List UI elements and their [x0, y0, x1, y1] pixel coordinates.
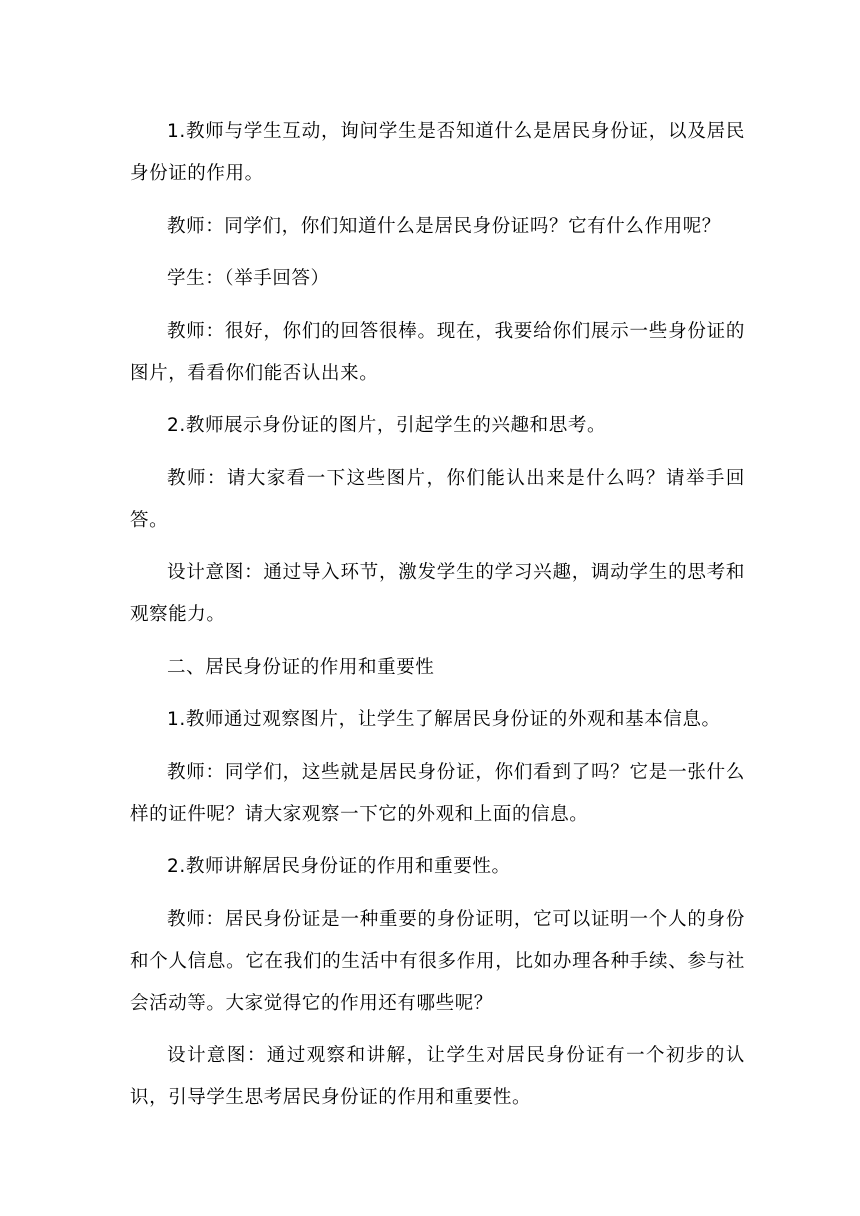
section-heading-role-importance: 二、居民身份证的作用和重要性: [167, 656, 435, 678]
paragraph-teacher-ask-recognize: 教师：请大家看一下这些图片，你们能认出来是什么吗？请举手回答。: [130, 467, 745, 531]
paragraph-teacher-observe: 教师：同学们，这些就是居民身份证，你们看到了吗？它是一张什么样的证件呢？请大家观察一下它的外观和上面的信息。: [130, 761, 745, 825]
paragraph-show-pictures: 2.教师展示身份证的图片，引起学生的兴趣和思考。: [167, 415, 607, 436]
paragraph-explain-role: 2.教师讲解居民身份证的作用和重要性。: [167, 856, 511, 877]
paragraph-design-intent-2: 设计意图：通过观察和讲解，让学生对居民身份证有一个初步的认识，引导学生思考居民身份证的作用和重要性。: [130, 1045, 745, 1108]
paragraph-observe-pictures: 1.教师通过观察图片，让学生了解居民身份证的外观和基本信息。: [167, 709, 721, 730]
paragraph-teacher-question: 教师：同学们，你们知道什么是居民身份证吗？它有什么作用呢？: [167, 215, 721, 237]
document-body: [130, 111, 745, 1130]
paragraph-teacher-praise: 教师：很好，你们的回答很棒。现在，我要给你们展示一些身份证的图片，看看你们能否认出来。: [130, 320, 745, 384]
paragraph-teacher-explain: 教师：居民身份证是一种重要的身份证明，它可以证明一个人的身份和个人信息。它在我们的生活中有很多作用，比如办理各种手续、参与社会活动等。大家觉得它的作用还有哪些呢？: [130, 908, 745, 1014]
paragraph-student-answer: 学生：（举手回答）: [167, 268, 330, 289]
paragraph-interaction-intro: 1.教师与学生互动，询问学生是否知道什么是居民身份证，以及居民身份证的作用。: [130, 121, 745, 184]
paragraph-design-intent-1: 设计意图：通过导入环节，激发学生的学习兴趣，调动学生的思考和观察能力。: [130, 562, 745, 625]
